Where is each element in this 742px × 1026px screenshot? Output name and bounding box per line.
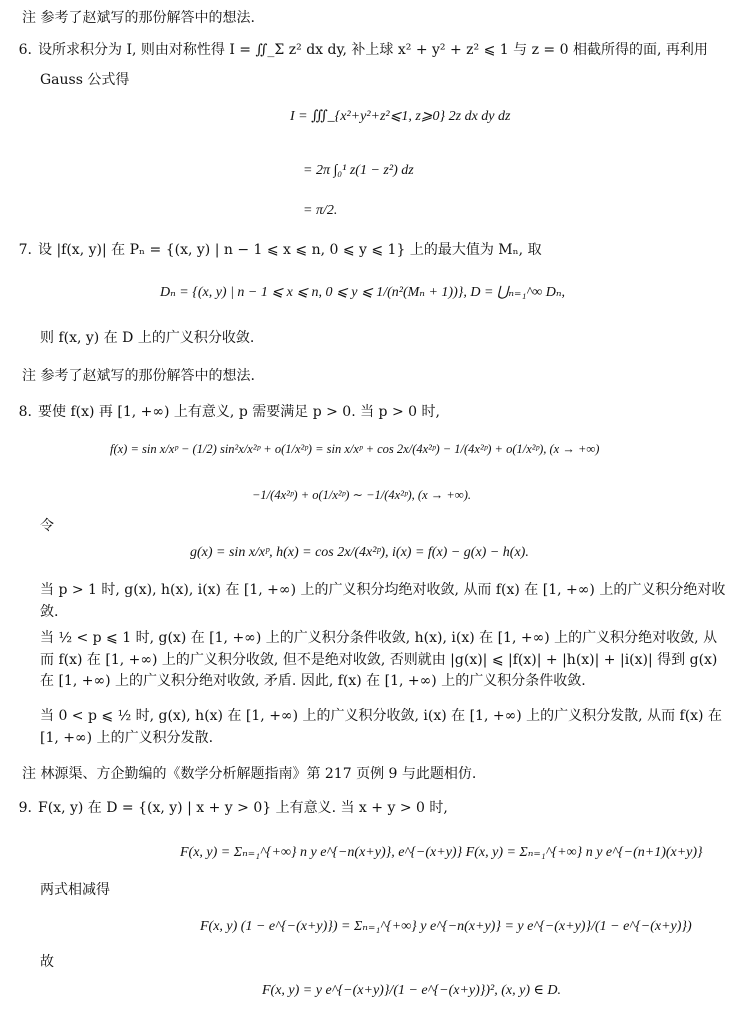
equation-8-1: f(x) = sin x/xᵖ − (1/2) sin²x/x²ᵖ + o(1/x²ᵖ) = sin x/xᵖ + cos 2x/(4x²ᵖ) − 1/(4x²ᵖ) + o(1/x²ᵖ), (x → +∞) (110, 442, 600, 456)
problem-7-line-2: 则 f(x, y) 在 D 上的广义积分收敛. (40, 330, 255, 346)
equation-9-2: F(x, y) (1 − e^{−(x+y)}) = Σₙ₌₁^{+∞} y e^{−n(x+y)} = y e^{−(x+y)}/(1 − e^{−(x+y)}) (200, 919, 692, 934)
note-1: 注 参考了赵斌写的那份解答中的想法. (22, 10, 255, 26)
problem-8-number: 8. (18, 404, 32, 420)
problem-7-number: 7. (18, 242, 32, 258)
problem-9-line-2: 两式相减得 (40, 882, 110, 898)
problem-8-paragraph-b: 当 p > 1 时, g(x), h(x), i(x) 在 [1, +∞) 上的广义积分均绝对收敛, 从而 f(x) 在 [1, +∞) 上的广义积分绝对收敛. (40, 582, 726, 620)
equation-6-3: = π/2. (303, 203, 338, 218)
problem-8-ling: 令 (40, 518, 54, 534)
problem-7-line-1: 7. 设 |f(x, y)| 在 Pₙ = {(x, y) | n − 1 ⩽ x ⩽ n, 0 ⩽ y ⩽ 1} 上的最大值为 Mₙ, 取 (14, 240, 542, 262)
equation-8-2: −1/(4x²ᵖ) + o(1/x²ᵖ) ∼ −1/(4x²ᵖ), (x → +∞). (252, 488, 472, 502)
equation-7: Dₙ = {(x, y) | n − 1 ⩽ x ⩽ n, 0 ⩽ y ⩽ 1/(n²(Mₙ + 1))}, D = ⋃ₙ₌₁^∞ Dₙ, (160, 285, 565, 300)
problem-6-line-2: Gauss 公式得 (40, 72, 130, 88)
problem-9-number: 9. (18, 800, 32, 816)
equation-9-3: F(x, y) = y e^{−(x+y)}/(1 − e^{−(x+y)})², (x, y) ∈ D. (262, 983, 561, 998)
problem-8-paragraph-c: 当 ½ < p ⩽ 1 时, g(x) 在 [1, +∞) 上的广义积分条件收敛, h(x), i(x) 在 [1, +∞) 上的广义积分绝对收敛, 从而 f(x) 在 [1, +∞) 上的广义积分收敛, 但不是绝对收敛, 否则就由 |g(x)| ⩽ |f(x)| + |h(x)| + |i(x)| 得到 g(x) 在 [1, +∞) 上的广义积分绝对收敛, 矛盾. 因此, f(x) 在 [1, +∞) 上的广义积分条件收敛. (40, 630, 718, 690)
note-2: 注 参考了赵斌写的那份解答中的想法. (22, 368, 255, 384)
problem-6-number: 6. (18, 42, 32, 58)
problem-8-paragraph-d: 当 0 < p ⩽ ½ 时, g(x), h(x) 在 [1, +∞) 上的广义积分收敛, i(x) 在 [1, +∞) 上的广义积分发散, 从而 f(x) 在 [1, +∞) 上的广义积分发散. (40, 708, 722, 746)
problem-8-line-1: 8. 要使 f(x) 再 [1, +∞) 上有意义, p 需要满足 p > 0. 当 p > 0 时, (14, 402, 440, 424)
equation-6-1: I = ∭_{x²+y²+z²⩽1, z⩾0} 2z dx dy dz (290, 109, 511, 124)
equation-9-1: F(x, y) = Σₙ₌₁^{+∞} n y e^{−n(x+y)}, e^{−(x+y)} F(x, y) = Σₙ₌₁^{+∞} n y e^{−(n+1)(x+y)} (180, 845, 703, 860)
equation-8-3: g(x) = sin x/xᵖ, h(x) = cos 2x/(4x²ᵖ), i(x) = f(x) − g(x) − h(x). (190, 545, 529, 560)
problem-6-line-1: 6. 设所求积分为 I, 则由对称性得 I = ∬_Σ z² dx dy, 补上球 x² + y² + z² ⩽ 1 与 z = 0 相截所得的面, 再利用 (14, 40, 708, 62)
problem-9-line-1: 9. F(x, y) 在 D = {(x, y) | x + y > 0} 上有意义. 当 x + y > 0 时, (14, 798, 448, 820)
problem-9-gu: 故 (40, 954, 54, 970)
note-3: 注 林源渠、方企勤编的《数学分析解题指南》第 217 页例 9 与此题相仿. (22, 766, 477, 782)
equation-6-2: = 2π ∫₀¹ z(1 − z²) dz (303, 163, 414, 178)
